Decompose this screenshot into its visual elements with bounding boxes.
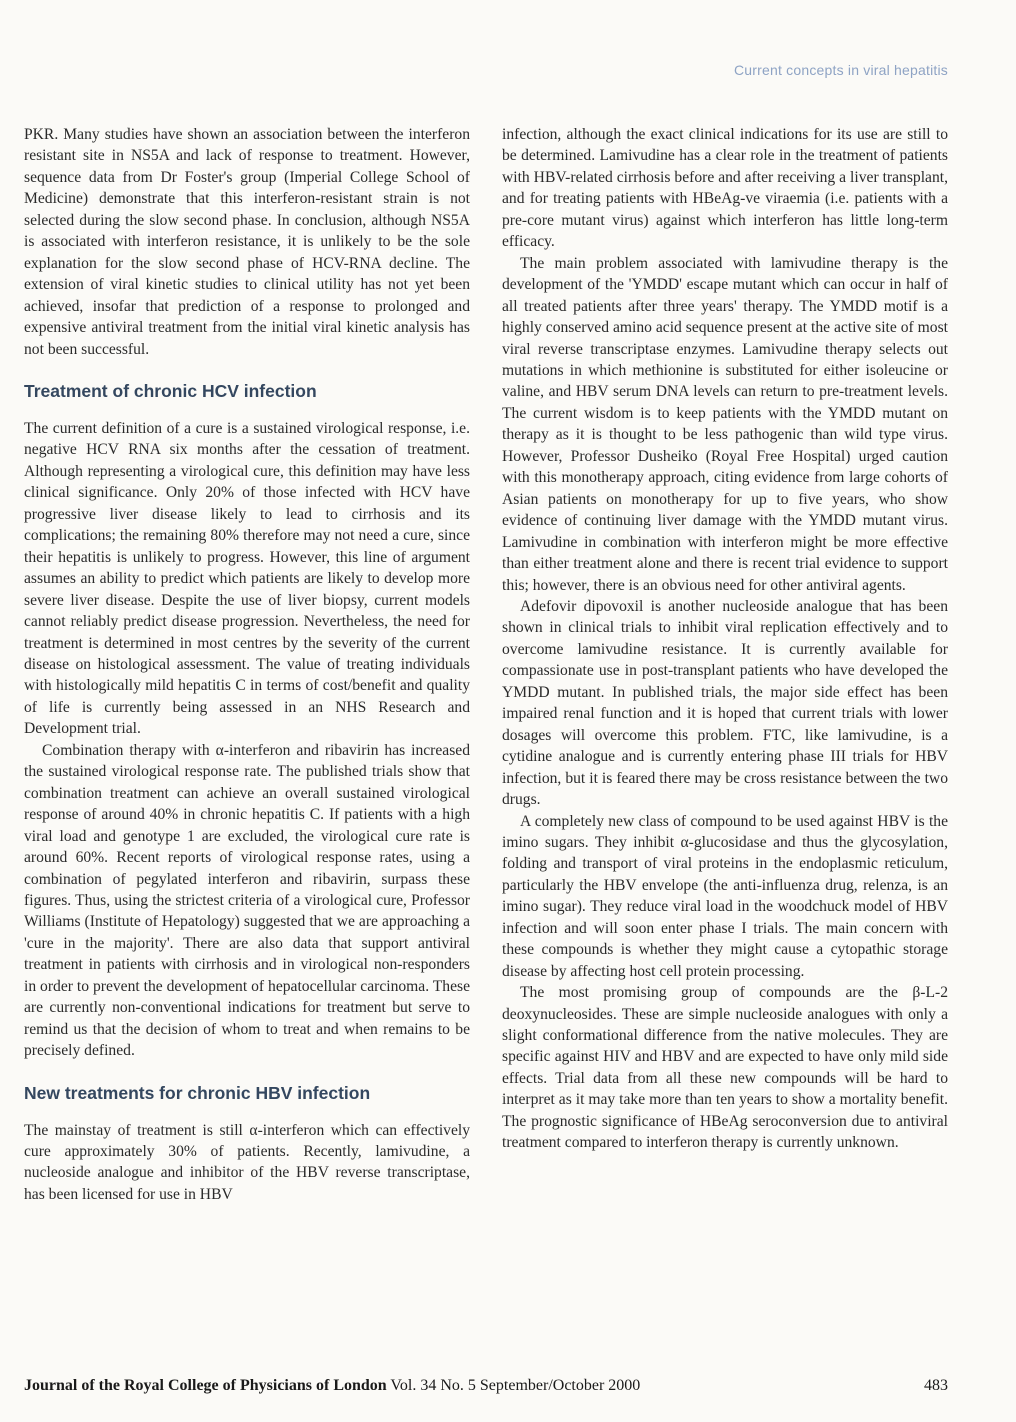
- body-paragraph: Combination therapy with α-interferon and ribavirin has increased the sustained virological response rate. The published trials show that combination treatment can achieve an overall sustained virological response of around 40% in chronic hepatitis C. If patients with a high viral load and genotype 1 are excluded, the virological cure rate is around 60%. Recent reports of virological response rates, using a combination of pegylated interferon and ribavirin, surpass these figures. Thus, using the strictest criteria of a virological cure, Professor Williams (Institute of Hepatology) suggested that we are approaching a 'cure in the majority'. There are also data that support antiviral treatment in patients with cirrhosis and in virological non-responders in order to prevent the development of hepatocellular carcinoma. These are currently non-conventional indications for treatment but serve to remind us that the decision of whom to treat and when remains to be precisely defined.: [24, 741, 470, 1060]
- running-head: Current concepts in viral hepatitis: [734, 62, 948, 78]
- journal-issue: Vol. 34 No. 5 September/October 2000: [390, 1377, 641, 1394]
- body-paragraph: infection, although the exact clinical indications for its use are still to be determined. Lamivudine has a clear role in the treatment of patients with HBV-related cirrhosis before and after receiving a liver transplant, and for treating patients with HBeAg-ve viraemia (i.e. patients with a pre-core mutant virus) against which interferon has little long-term efficacy.: [502, 126, 948, 251]
- right-column: [502, 124, 948, 1154]
- body-paragraph: The most promising group of compounds are the β-L-2 deoxynucleosides. These are simple nucleoside analogues with only a slight conformational difference from the native molecules. They are specific against HIV and HBV and are expected to have only mild side effects. Trial data from all these new compounds will be hard to interpret as it may take more than ten years to show a mortality benefit. The prognostic significance of HBeAg seroconversion due to antiviral treatment compared to interferon therapy is currently unknown.: [502, 984, 948, 1152]
- page-number: 483: [924, 1377, 948, 1394]
- body-paragraph: The current definition of a cure is a sustained virological response, i.e. negative HCV RNA six months after the cessation of treatment. Although representing a virological cure, this definition may have less clinical significance. Only 20% of those infected with HCV have progressive liver disease likely to lead to cirrhosis and its complications; the remaining 80% therefore may not need a cure, since their hepatitis is unlikely to progress. However, this line of argument assumes an ability to predict which patients are likely to develop more severe liver disease. Despite the use of liver biopsy, current models cannot reliably predict disease progression. Nevertheless, the need for treatment is determined in most centres by the severity of the current disease on histological assessment. The value of treating individuals with histologically mild hepatitis C in terms of cost/benefit and quality of life is currently being assessed in an NHS Research and Development trial.: [24, 419, 470, 738]
- body-paragraph: PKR. Many studies have shown an association between the interferon resistant site in NS5A and lack of response to treatment. However, sequence data from Dr Foster's group (Imperial College School of Medicine) demonstrate that this interferon-resistant strain is not selected during the slow second phase. In conclusion, although NS5A is associated with interferon resistance, it is unlikely to be the sole explanation for the slow second phase of HCV-RNA decline. The extension of viral kinetic studies to clinical utility has not yet been achieved, insofar that prediction of a response to prolonged and expensive antiviral treatment from the initial viral kinetic analysis has not been successful.: [24, 126, 470, 358]
- body-paragraph: Adefovir dipovoxil is another nucleoside analogue that has been shown in clinical trials to inhibit viral replication effectively and to overcome lamivudine resistance. It is currently available for compassionate use in post-transplant patients who have developed the YMDD mutant. In published trials, the major side effect has been impaired renal function and it is hoped that current trials with lower dosages will overcome this problem. FTC, like lamivudine, is a cytidine analogue and is currently entering phase III trials for HBV infection, but it is feared there may be cross resistance between the two drugs.: [502, 597, 948, 809]
- left-column: [24, 124, 470, 1205]
- section-heading: New treatments for chronic HBV infection: [24, 1082, 371, 1103]
- page-footer: [24, 1377, 948, 1395]
- body-paragraph: A completely new class of compound to be used against HBV is the imino sugars. They inhibit α-glucosidase and thus the glycosylation, folding and transport of viral proteins in the endoplasmic reticulum, particularly the HBV envelope (the anti-influenza drug, relenza, is an imino sugar). They reduce viral load in the woodchuck model of HBV infection and will soon enter phase I trials. The main concern with these compounds is whether they might cause a cytopathic storage disease by affecting host cell protein processing.: [502, 812, 948, 980]
- section-heading: Treatment of chronic HCV infection: [24, 380, 317, 401]
- journal-title: Journal of the Royal College of Physicians of London: [24, 1377, 387, 1394]
- body-paragraph: The mainstay of treatment is still α-interferon which can effectively cure approximately 30% of patients. Recently, lamivudine, a nucleoside analogue and inhibitor of the HBV reverse transcriptase, has been licensed for use in HBV: [24, 1121, 470, 1203]
- body-paragraph: The main problem associated with lamivudine therapy is the development of the 'YMDD' escape mutant which can occur in half of all treated patients after three years' therapy. The YMDD motif is a highly conserved amino acid sequence present at the active site of most viral reverse transcriptase enzymes. Lamivudine therapy selects out mutations in which methionine is substituted for either isoleucine or valine, and HBV serum DNA levels can return to pre-treatment levels. The current wisdom is to keep patients with the YMDD mutant on therapy as it is thought to be less pathogenic than wild type virus. However, Professor Dusheiko (Royal Free Hospital) urged caution with this monotherapy approach, citing evidence from large cohorts of Asian patients on monotherapy for up to five years, who show evidence of continuing liver damage with the YMDD mutant virus. Lamivudine in combination with interferon might be more effective than either treatment alone and there is recent trial evidence to support this; however, there is an obvious need for other antiviral agents.: [502, 254, 948, 594]
